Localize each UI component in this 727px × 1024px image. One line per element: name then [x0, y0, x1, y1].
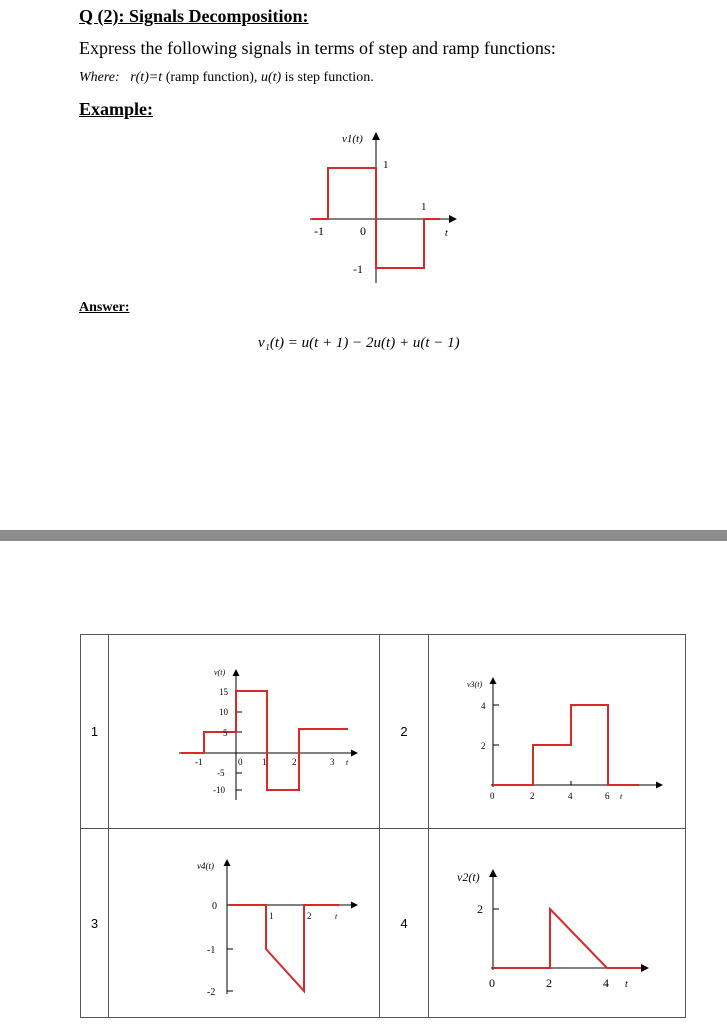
y-axis-label: v3(t) — [467, 680, 483, 689]
answer-heading: Answer: — [79, 300, 130, 315]
graph-cell — [109, 635, 380, 829]
ramp-note: (ramp function), — [165, 70, 258, 85]
ytick: 4 — [481, 701, 486, 711]
xtick: 2 — [292, 757, 297, 767]
ytick: 0 — [212, 901, 217, 912]
row-number: 3 — [81, 829, 109, 1018]
xtick: -1 — [195, 757, 203, 767]
ytick: -1 — [207, 945, 216, 956]
example-graph — [300, 128, 470, 288]
x-axis-label: t — [445, 228, 448, 239]
ytick: -10 — [213, 785, 225, 795]
ytick: 5 — [223, 728, 228, 738]
row-number: 2 — [380, 635, 429, 829]
signal-v1 — [312, 168, 440, 268]
row-number: 1 — [81, 635, 109, 829]
x-axis-label: t — [335, 912, 338, 921]
graph-cell — [109, 829, 380, 1018]
graph-1 — [109, 635, 380, 823]
y-axis-label: v4(t) — [197, 861, 214, 871]
signal-v4 — [229, 905, 339, 991]
question-title: Q (2): Signals Decomposition: — [79, 6, 309, 26]
ytick: -2 — [207, 987, 216, 998]
graph-2 — [429, 635, 686, 823]
xtick: 1 — [269, 911, 274, 921]
level-minus1: -1 — [353, 262, 363, 276]
xtick: 0 — [489, 976, 495, 990]
xtick: 4 — [603, 976, 609, 990]
row-number: 4 — [380, 829, 429, 1018]
y-axis-label: v1(t) — [342, 133, 363, 145]
ytick: 2 — [477, 902, 483, 916]
signal-v3 — [493, 705, 639, 785]
tick-1: 1 — [421, 201, 427, 213]
xtick: 2 — [530, 791, 535, 801]
graph-3 — [109, 829, 380, 1012]
where-label: Where: — [79, 70, 120, 85]
section-divider — [0, 530, 727, 541]
xtick: 6 — [605, 791, 610, 801]
tick-0: 0 — [360, 224, 366, 238]
ytick: 10 — [219, 707, 228, 717]
graph-cell — [429, 829, 686, 1018]
xtick: 2 — [307, 911, 312, 921]
x-axis-label: t — [625, 979, 628, 990]
x-axis-label: t — [346, 758, 349, 767]
signals-table — [80, 634, 686, 1018]
ytick: -5 — [217, 768, 225, 778]
instruction-text: Express the following signals in terms of step and ramp functions: — [79, 38, 556, 58]
graph-4 — [429, 829, 686, 1012]
answer-formula: v₁(t) = u(t + 1) − 2u(t) + u(t − 1) — [258, 335, 460, 351]
tick-minus1: -1 — [314, 224, 324, 238]
step-symbol: u(t) — [260, 70, 282, 85]
xtick: 3 — [330, 757, 335, 767]
step-note: is step function. — [284, 70, 374, 85]
ytick: 2 — [481, 741, 486, 751]
y-axis-label: v2(t) — [457, 870, 480, 884]
signal-v2 — [493, 909, 641, 968]
example-heading: Example: — [79, 99, 153, 119]
signal-v — [181, 691, 348, 790]
graph-cell — [429, 635, 686, 829]
x-axis-label: t — [620, 792, 623, 801]
xtick: 0 — [490, 791, 495, 801]
level-1: 1 — [383, 159, 389, 171]
xtick: 4 — [568, 791, 573, 801]
definitions-line — [79, 70, 374, 86]
xtick: 0 — [238, 757, 243, 767]
xtick: 1 — [262, 757, 267, 767]
xtick: 2 — [546, 976, 552, 990]
y-axis-label: v(t) — [214, 668, 226, 677]
ramp-definition: r(t)=t — [130, 70, 163, 85]
ytick: 15 — [219, 687, 228, 697]
